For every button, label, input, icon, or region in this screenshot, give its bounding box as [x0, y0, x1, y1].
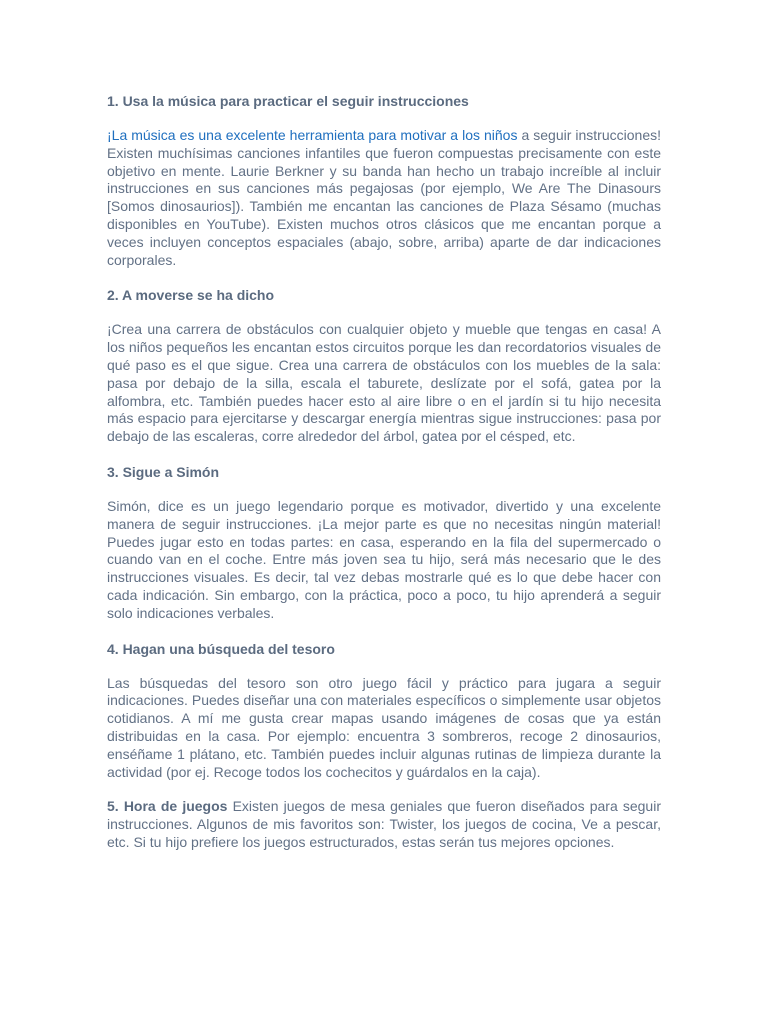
section-4-paragraph: Las búsquedas del tesoro son otro juego fácil y práctico para jugara a seguir indicaciones. Puedes diseñar una con materiales específicos o simplemente usar objetos cotidianos. A mí me gusta crear mapas usando imágenes de cosas que ya están distribuidas en la casa. Por ejemplo: encuentra 3 sombreros, recoge 2 dinosaurios, enséñame 1 plátano, etc. También puedes incluir algunas rutinas de limpieza durante la actividad (por ej. Recoge todos los cochecitos y guárdalos en la caja). [107, 674, 661, 780]
section-3-heading: 3. Sigue a Simón [107, 463, 220, 480]
section-1-paragraph [107, 127, 661, 269]
section-3-paragraph: Simón, dice es un juego legendario porque es motivador, divertido y una excelente manera de seguir instrucciones. ¡La mejor parte es que no necesitas ningún material! Puedes jugar esto en todas partes: en casa, esperando en la fila del supermercado o cuando van en el coche. Entre más joven sea tu hijo, será más necesario que le des instrucciones visuales. Es decir, tal vez debas mostrarle qué es lo que debe hacer con cada indicación. Sin embargo, con la práctica, poco a poco, tu hijo aprenderá a seguir solo indicaciones verbales. [107, 497, 661, 621]
section-4-heading: 4. Hagan una búsqueda del tesoro [107, 640, 335, 657]
section-5-body: Existen juegos de mesa geniales que fueron diseñados para seguir instrucciones. Algunos de mis favoritos son: Twister, los juegos de cocina, Ve a pescar, etc. Si tu hijo prefiere los juegos estructurados, estas serán tus mejores opciones. [107, 798, 661, 850]
section-5-heading: 5. Hora de juegos [107, 798, 228, 815]
section-5-paragraph [107, 798, 661, 851]
section-2-heading: 2. A moverse se ha dicho [107, 287, 275, 304]
section-1-heading: 1. Usa la música para practicar el seguir instrucciones [107, 93, 469, 109]
music-motivation-link[interactable]: ¡La música es una excelente herramienta para motivar a los niños [107, 127, 518, 143]
section-2-paragraph: ¡Crea una carrera de obstáculos con cualquier objeto y mueble que tengas en casa! A los niños pequeños les encantan estos circuitos porque les dan recordatorios visuales de qué paso es el que sigue. Crea una carrera de obstáculos con los muebles de la sala: pasa por debajo de la silla, escala el taburete, deslízate por el sofá, gatea por la alfombra, etc. También puedes hacer esto al aire libre o en el jardín si tu hijo necesita más espacio para ejercitarse y descargar energía mientras sigue instrucciones: pasa por debajo de las escaleras, corre alrededor del árbol, gatea por el césped, etc. [107, 321, 661, 445]
section-1-body: a seguir instrucciones! Existen muchísimas canciones infantiles que fueron compuestas precisamente con este objetivo en mente. Laurie Berkner y su banda han hecho un trabajo increíble al incluir instrucciones en sus canciones más pegajosas (por ejemplo, We Are The Dinasours [Somos dinosaurios]). También me encantan las canciones de Plaza Sésamo (muchas disponibles en YouTube). Existen muchos otros clásicos que me encantan porque a veces incluyen conceptos espaciales (abajo, sobre, arriba) aparte de dar indicaciones corporales. [107, 127, 661, 268]
